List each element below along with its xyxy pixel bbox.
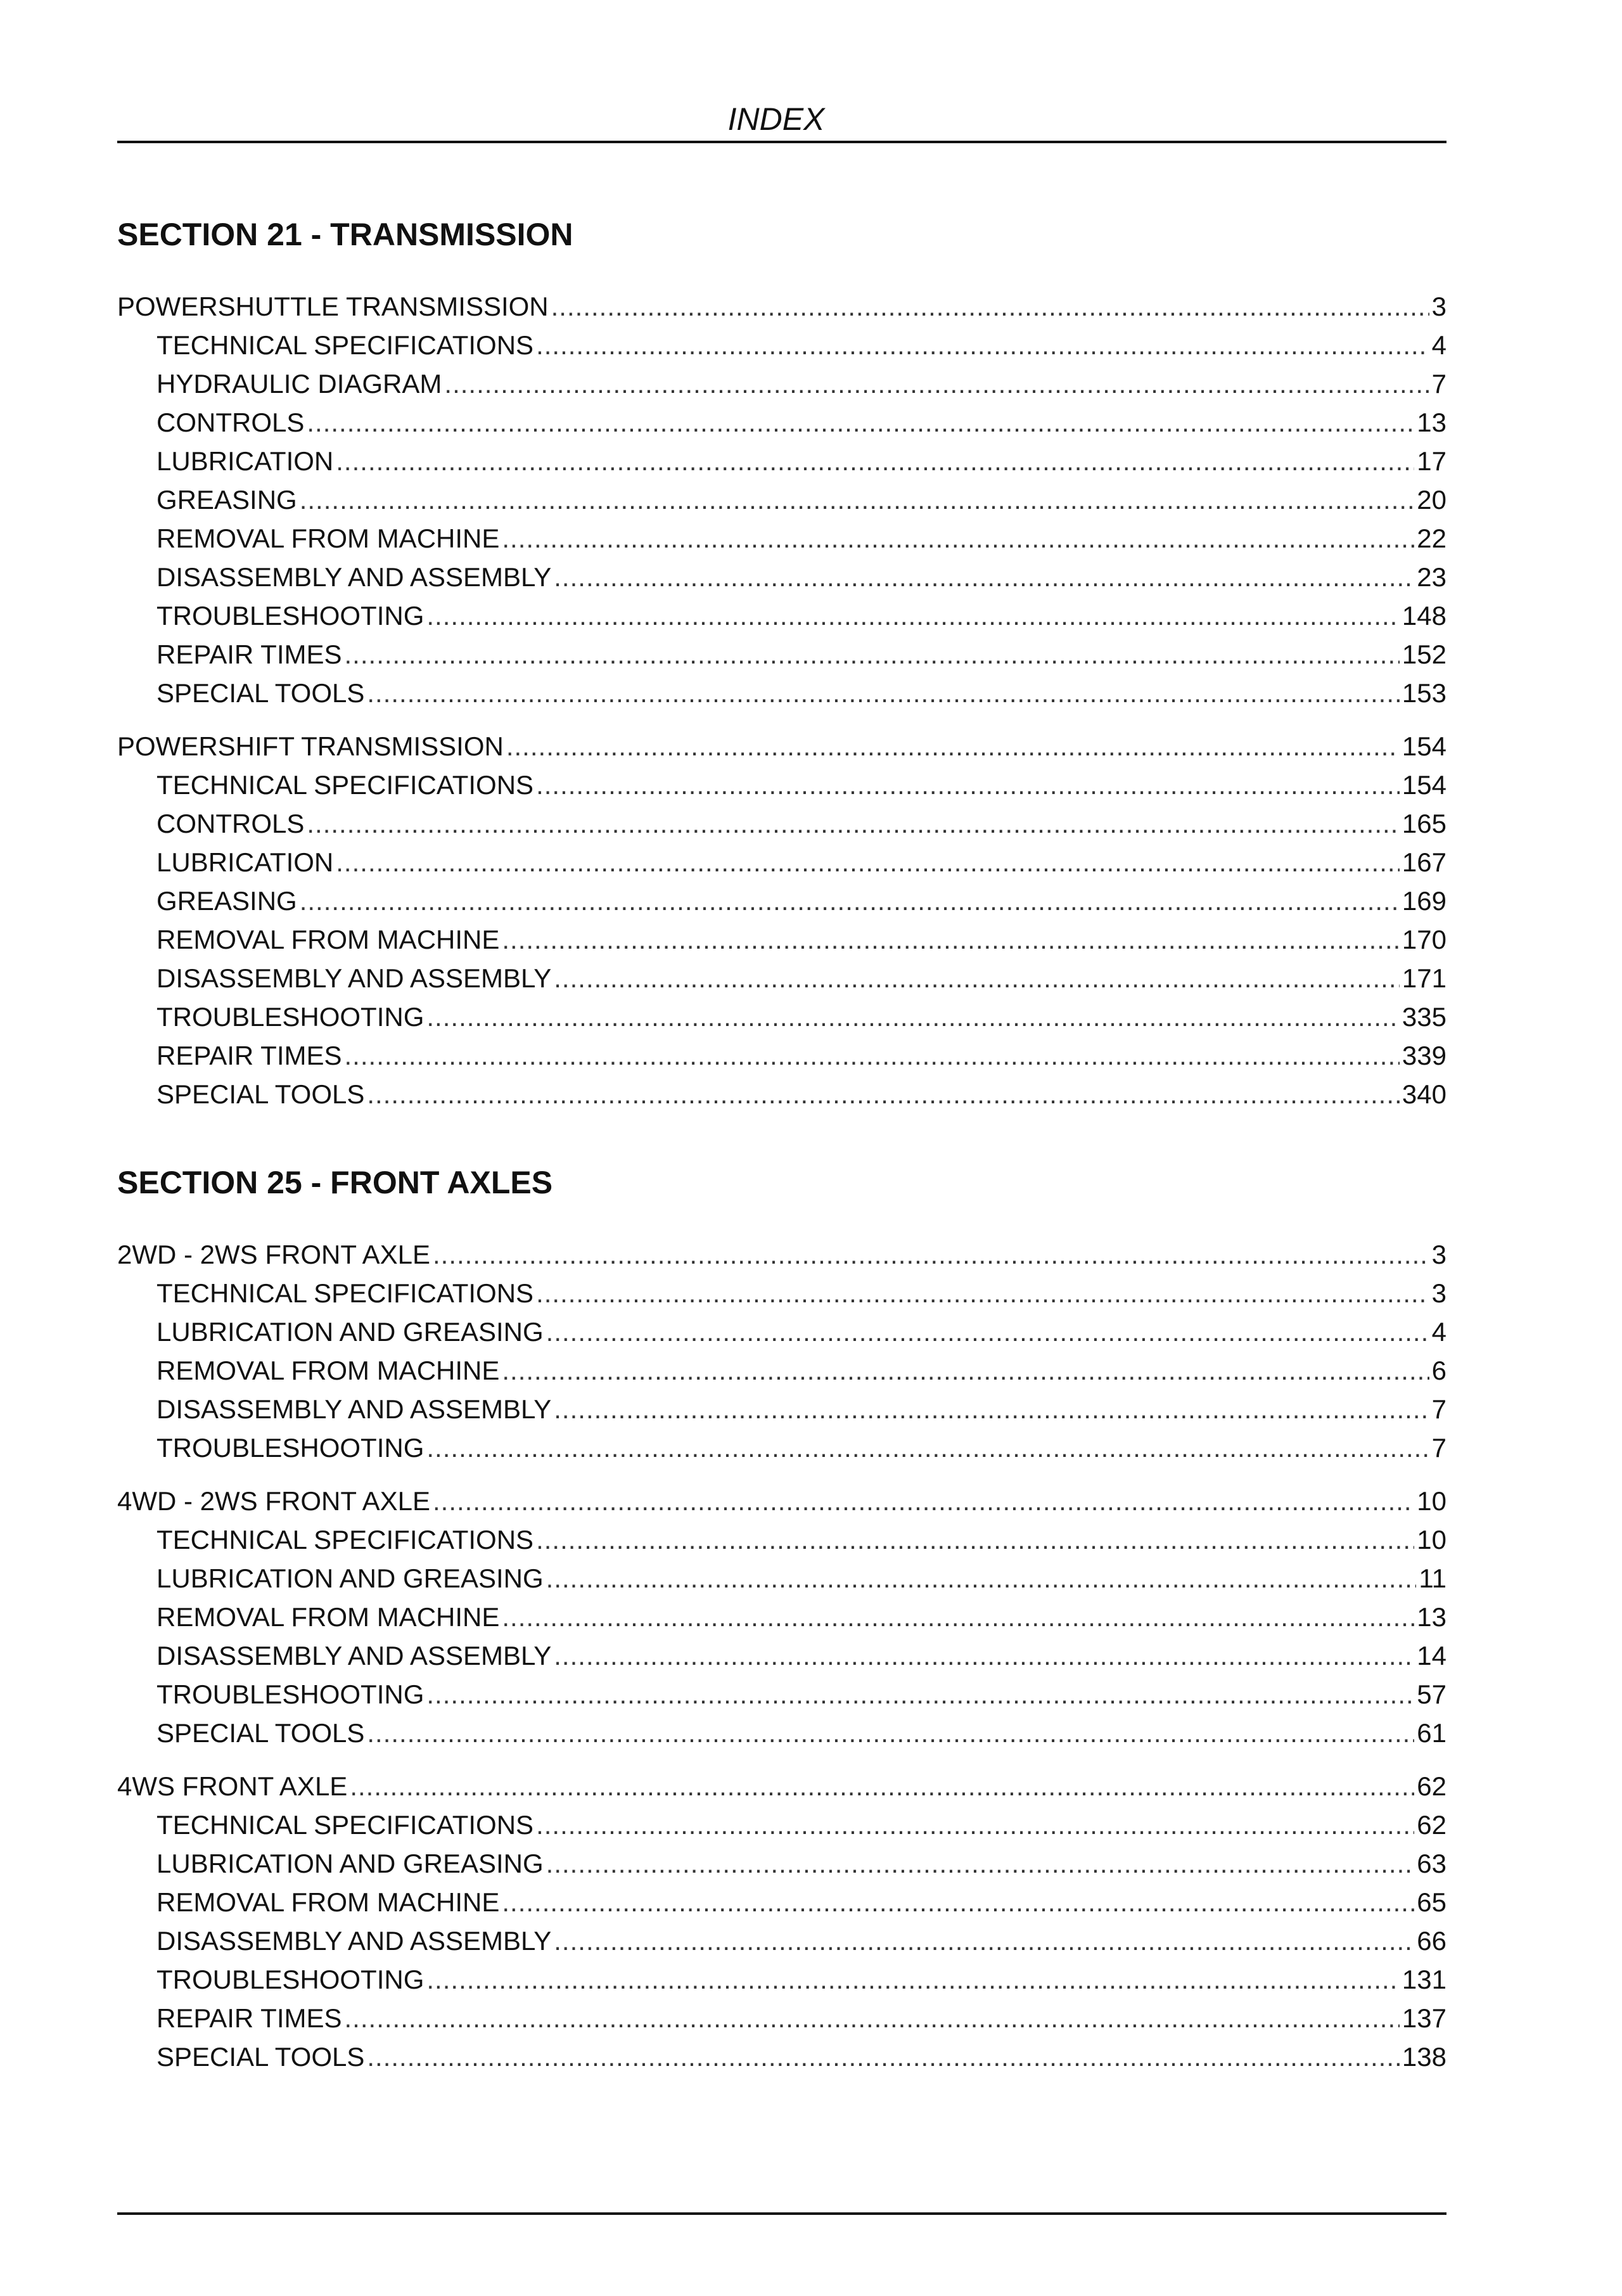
toc-entry[interactable] (117, 361, 1446, 400)
dot-leader (367, 1079, 1400, 1110)
toc-page-number: 65 (1417, 1887, 1446, 1917)
dot-leader (336, 446, 1414, 477)
dot-leader (300, 484, 1415, 516)
toc-entry-label: DISASSEMBLY AND ASSEMBLY (156, 562, 552, 592)
dot-leader (536, 330, 1429, 361)
page-title: INDEX (727, 101, 825, 137)
toc-entry-label: TROUBLESHOOTING (156, 1002, 425, 1032)
toc-entry[interactable] (117, 593, 1446, 632)
toc-groups (117, 284, 1446, 1110)
toc-page-number: 152 (1402, 639, 1446, 669)
toc-entry-label: 4WS FRONT AXLE (117, 1771, 348, 1801)
dot-leader (426, 1001, 1400, 1033)
dot-leader (350, 1771, 1414, 1802)
dot-leader (502, 1887, 1414, 1918)
toc-entry-label: LUBRICATION AND GREASING (156, 1849, 544, 1878)
toc-entry[interactable] (117, 1348, 1446, 1387)
toc-page-number: 23 (1417, 562, 1446, 592)
footer-divider (117, 2212, 1446, 2215)
toc-entry[interactable] (117, 323, 1446, 361)
toc-page-number: 3 (1431, 1240, 1446, 1269)
toc-entry-label: TECHNICAL SPECIFICATIONS (156, 1278, 534, 1308)
toc-page-number: 153 (1402, 678, 1446, 708)
toc-page-number: 169 (1402, 886, 1446, 916)
toc-page-number: 138 (1402, 2042, 1446, 2072)
toc-group (117, 724, 1446, 1110)
header-divider (117, 141, 1446, 143)
toc-page-number: 20 (1417, 485, 1446, 515)
dot-leader (345, 2003, 1400, 2034)
toc-page-number: 7 (1431, 1433, 1446, 1463)
toc-entry-label: DISASSEMBLY AND ASSEMBLY (156, 1641, 552, 1671)
toc-page-number: 154 (1402, 731, 1446, 761)
toc-entry[interactable] (117, 1880, 1446, 1918)
dot-leader (554, 963, 1400, 994)
dot-leader (551, 291, 1429, 323)
section-heading: SECTION 25 - FRONT AXLES (117, 1165, 553, 1200)
dot-leader (426, 1432, 1429, 1464)
toc-entry-label: DISASSEMBLY AND ASSEMBLY (156, 963, 552, 993)
dot-leader (433, 1239, 1429, 1271)
toc-group-title[interactable] (117, 1764, 1446, 1802)
toc-entry[interactable] (117, 439, 1446, 477)
toc-entry[interactable] (117, 878, 1446, 917)
toc-entry-label: 2WD - 2WS FRONT AXLE (117, 1240, 430, 1269)
toc-entry-label: HYDRAULIC DIAGRAM (156, 369, 442, 399)
dot-leader (426, 1964, 1400, 1996)
toc-entry-label: 4WD - 2WS FRONT AXLE (117, 1486, 430, 1516)
dot-leader (345, 639, 1400, 670)
toc-page-number: 4 (1431, 1317, 1446, 1347)
toc-page-number: 66 (1417, 1926, 1446, 1956)
toc-entry[interactable] (117, 1802, 1446, 1841)
toc-entry[interactable] (117, 1710, 1446, 1749)
toc-page-number: 4 (1431, 330, 1446, 360)
toc-entry-label: REMOVAL FROM MACHINE (156, 1356, 500, 1385)
dot-leader (502, 523, 1414, 555)
toc-entry-label: CONTROLS (156, 407, 305, 437)
section-heading: SECTION 21 - TRANSMISSION (117, 217, 573, 252)
toc-entry[interactable] (117, 555, 1446, 593)
toc-entry[interactable] (117, 801, 1446, 840)
toc-entry[interactable] (117, 917, 1446, 956)
toc-entry-label: TECHNICAL SPECIFICATIONS (156, 1810, 534, 1840)
toc-page-number: 62 (1417, 1771, 1446, 1801)
toc-page-number: 13 (1417, 1602, 1446, 1632)
toc-entry[interactable] (117, 1957, 1446, 1996)
dot-leader (536, 1524, 1414, 1556)
toc-entry[interactable] (117, 994, 1446, 1033)
dot-leader (536, 1809, 1414, 1841)
toc-page-number: 57 (1417, 1679, 1446, 1709)
dot-leader (433, 1485, 1414, 1517)
toc-entry[interactable] (117, 670, 1446, 709)
toc-entry[interactable] (117, 762, 1446, 801)
toc-page-number: 10 (1417, 1486, 1446, 1516)
toc-entry[interactable] (117, 632, 1446, 670)
toc-entry[interactable] (117, 1672, 1446, 1710)
dot-leader (546, 1316, 1429, 1348)
toc-group-title[interactable] (117, 1478, 1446, 1517)
dot-leader (546, 1848, 1415, 1880)
toc-entry[interactable] (117, 1309, 1446, 1348)
toc-group (117, 1478, 1446, 1749)
dot-leader (336, 847, 1400, 878)
section-front-axles (117, 1164, 1446, 2073)
toc-entry-label: GREASING (156, 485, 297, 515)
toc-entry[interactable] (117, 1271, 1446, 1309)
toc-entry-label: CONTROLS (156, 809, 305, 838)
toc-entry-label: SPECIAL TOOLS (156, 1718, 365, 1748)
toc-entry-label: TROUBLESHOOTING (156, 1965, 425, 1994)
toc-page-number: 22 (1417, 523, 1446, 553)
toc-entry-label: REPAIR TIMES (156, 2003, 342, 2033)
toc-entry[interactable] (117, 1556, 1446, 1594)
toc-page-number: 154 (1402, 770, 1446, 800)
toc-entry[interactable] (117, 1918, 1446, 1957)
toc-entry-label: SPECIAL TOOLS (156, 1079, 365, 1109)
toc-entry[interactable] (117, 1033, 1446, 1072)
dot-leader (300, 885, 1400, 917)
dot-leader (367, 677, 1400, 709)
dot-leader (307, 808, 1400, 840)
dot-leader (554, 1925, 1414, 1957)
toc-page-number: 171 (1402, 963, 1446, 993)
toc-page-number: 61 (1417, 1718, 1446, 1748)
toc-group (117, 1764, 1446, 2073)
toc-page-number: 6 (1431, 1356, 1446, 1385)
toc-entry-label: SPECIAL TOOLS (156, 2042, 365, 2072)
toc-entry[interactable] (117, 1072, 1446, 1110)
toc-entry[interactable] (117, 1387, 1446, 1425)
dot-leader (554, 1394, 1429, 1425)
toc-entry-label: LUBRICATION AND GREASING (156, 1563, 544, 1593)
toc-entry[interactable] (117, 1996, 1446, 2034)
dot-leader (502, 1355, 1429, 1387)
toc-entry-label: REMOVAL FROM MACHINE (156, 925, 500, 954)
toc-page-number: 148 (1402, 601, 1446, 631)
toc-group-title[interactable] (117, 724, 1446, 762)
toc-entry-label: SPECIAL TOOLS (156, 678, 365, 708)
toc-group (117, 284, 1446, 709)
toc-page-number: 167 (1402, 847, 1446, 877)
dot-leader (536, 769, 1400, 801)
toc-entry-label: GREASING (156, 886, 297, 916)
toc-page-number: 137 (1402, 2003, 1446, 2033)
toc-entry-label: TROUBLESHOOTING (156, 1679, 425, 1709)
dot-leader (554, 1640, 1414, 1672)
toc-page-number: 7 (1431, 369, 1446, 399)
toc-entry[interactable] (117, 1841, 1446, 1880)
toc-group (117, 1232, 1446, 1464)
dot-leader (546, 1563, 1417, 1594)
toc-entry-label: TECHNICAL SPECIFICATIONS (156, 770, 534, 800)
toc-page-number: 10 (1417, 1525, 1446, 1555)
dot-leader (506, 731, 1400, 762)
toc-page-number: 3 (1431, 1278, 1446, 1308)
dot-leader (307, 407, 1414, 439)
toc-entry[interactable] (117, 1633, 1446, 1672)
dot-leader (426, 600, 1400, 632)
toc-page-number: 14 (1417, 1641, 1446, 1671)
toc-groups (117, 1232, 1446, 2073)
toc-entry-label: TROUBLESHOOTING (156, 601, 425, 631)
dot-leader (502, 1601, 1414, 1633)
toc-entry-label: TROUBLESHOOTING (156, 1433, 425, 1463)
toc-entry[interactable] (117, 956, 1446, 994)
toc-entry[interactable] (117, 477, 1446, 516)
toc-page-number: 131 (1402, 1965, 1446, 1994)
dot-leader (367, 2041, 1400, 2073)
toc-entry-label: LUBRICATION (156, 847, 334, 877)
toc-page-number: 62 (1417, 1810, 1446, 1840)
toc-page-number: 170 (1402, 925, 1446, 954)
dot-leader (502, 924, 1400, 956)
toc-entry-label: LUBRICATION (156, 446, 334, 476)
toc-page-number: 3 (1431, 292, 1446, 321)
dot-leader (367, 1717, 1414, 1749)
toc-page-number: 13 (1417, 407, 1446, 437)
toc-entry[interactable] (117, 400, 1446, 439)
dot-leader (536, 1278, 1429, 1309)
section-transmission (117, 215, 1446, 1110)
toc-entry-label: TECHNICAL SPECIFICATIONS (156, 330, 534, 360)
toc-entry[interactable] (117, 2034, 1446, 2073)
toc-page-number: 335 (1402, 1002, 1446, 1032)
toc-group-title[interactable] (117, 284, 1446, 323)
toc-entry-label: REPAIR TIMES (156, 1041, 342, 1070)
toc-entry-label: TECHNICAL SPECIFICATIONS (156, 1525, 534, 1555)
toc-entry-label: DISASSEMBLY AND ASSEMBLY (156, 1394, 552, 1424)
toc-group-title[interactable] (117, 1232, 1446, 1271)
toc-entry[interactable] (117, 1425, 1446, 1464)
toc-page-number: 63 (1417, 1849, 1446, 1878)
toc-entry-label: REMOVAL FROM MACHINE (156, 1602, 500, 1632)
toc-entry[interactable] (117, 1517, 1446, 1556)
toc-page-number: 7 (1431, 1394, 1446, 1424)
toc-entry-label: REMOVAL FROM MACHINE (156, 523, 500, 553)
dot-leader (345, 1040, 1400, 1072)
toc-entry-label: DISASSEMBLY AND ASSEMBLY (156, 1926, 552, 1956)
toc-page-number: 339 (1402, 1041, 1446, 1070)
toc-entry-label: LUBRICATION AND GREASING (156, 1317, 544, 1347)
toc-entry-label: REPAIR TIMES (156, 639, 342, 669)
toc-entry[interactable] (117, 840, 1446, 878)
toc-page-number: 165 (1402, 809, 1446, 838)
toc-entry[interactable] (117, 1594, 1446, 1633)
dot-leader (444, 368, 1429, 400)
toc-entry-label: REMOVAL FROM MACHINE (156, 1887, 500, 1917)
toc-page-number: 17 (1417, 446, 1446, 476)
dot-leader (554, 561, 1414, 593)
dot-leader (426, 1679, 1414, 1710)
toc-entry-label: POWERSHUTTLE TRANSMISSION (117, 292, 549, 321)
toc-page-number: 340 (1402, 1079, 1446, 1109)
toc-entry-label: POWERSHIFT TRANSMISSION (117, 731, 504, 761)
toc-page-number: 11 (1419, 1563, 1446, 1593)
toc-entry[interactable] (117, 516, 1446, 555)
